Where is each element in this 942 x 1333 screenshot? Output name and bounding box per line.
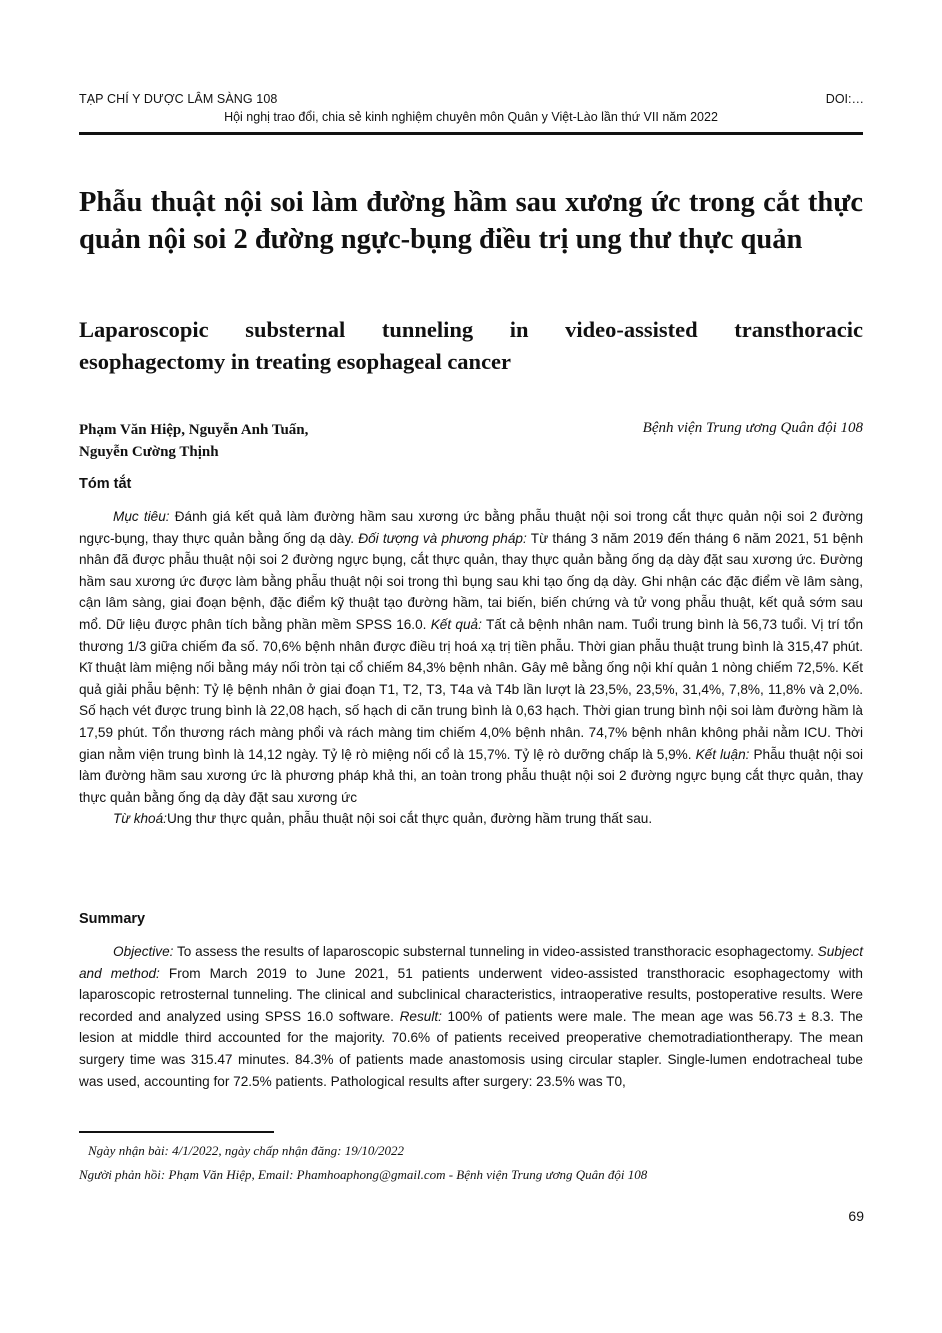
- title-english-line-1: Laparoscopic substernal tunneling in video-assisted transthoracic: [79, 317, 863, 342]
- author-list: [79, 419, 308, 463]
- conference-subtitle: Hội nghị trao đổi, chia sẻ kinh nghiệm chuyên môn Quân y Việt-Lào lần thứ VII năm 2022: [224, 110, 718, 124]
- objective-text-vi: Đánh giá kết quả làm đường hầm sau xương ức bằng phẫu thuật nội soi trong cắt thực quản nội soi 2 đường ngực-bụng, thay thực quản bằng ống dạ dày.: [79, 509, 863, 546]
- title-vietnamese: Phẫu thuật nội soi làm đường hầm sau xương ức trong cắt thực quản nội soi 2 đường ngực-bụng điều trị ung thư thực quản: [79, 187, 863, 255]
- objective-label-en: Objective:: [113, 944, 174, 959]
- result-text-vi: Tất cả bệnh nhân nam. Tuổi trung bình là 56,73 tuổi. Vị trí tổn thương 1/3 giữa chiếm đa số. 70,6% bệnh nhân được điều trị hoá xạ trị tiền phẫu. Thời gian phẫu thuật trung bình là 315,47 phút. Kĩ thuật làm miệng nối bằng máy nối tròn tại cổ chiếm 84,3% bệnh nhân. Gây mê bằng ống nội khí quản 1 nòng chiếm 72,5%. Kết quả giải phẫu bệnh: Tỷ lệ bệnh nhân ở giai đoạn T1, T2, T3, T4a và T4b lần lượt là 23,5%, 23,5%, 31,4%, 7,8%, 11,8% và 2,0%. Số hạch vét được trung bình là 22,08 hạch, số hạch di căn trung bình là 0,63 hạch. Thời gian trung bình nội soi làm đường hầm là 17,59 phút. Tổn thương rách màng phổi và rách màng tim chiếm 4,0% bệnh nhân. 74,7% bệnh nhân không phải nằm ICU. Thời gian nằm viện trung bình là 14,12 ngày. Tỷ lệ rò miệng nối cổ là 15,7%. Tỷ lệ rò dưỡng chấp là 5,9%.: [79, 616, 864, 762]
- abstract-vi: [79, 506, 863, 830]
- title-english-line-2: esophagectomy in treating esophageal cancer: [79, 349, 512, 374]
- footnote-divider: [79, 1131, 274, 1133]
- header-divider: [79, 132, 863, 135]
- result-label-vi: Kết quả:: [430, 616, 482, 632]
- keywords-label: Từ khoá:: [113, 811, 167, 827]
- objective-label-vi: Mục tiêu:: [113, 509, 170, 524]
- method-text-vi: Từ tháng 3 năm 2019 đến tháng 6 năm 2021, 51 bệnh nhân đã được phẫu thuật nội soi 2 đường ngực bụng, cắt thực quản, thay thực quản bằng ống dạ dày đặt sau xương ức. Đường hầm sau xương ức được làm bằng phẫu thuật nội soi trong thì bụng sau khi tạo ống dạ dày. Ghi nhận các đặc điểm về lâm sàng, cận lâm sàng, giai đoạn bệnh, đặc điểm kỹ thuật tạo đường hầm, tai biến, biến chứng và tử vong phẫu thuật, kết quả sớm sau mổ. Dữ liệu được phân tích bằng phần mềm SPSS 16.0.: [79, 530, 864, 632]
- abstract-heading-vi: Tóm tắt: [79, 476, 132, 492]
- author-line-2: Nguyễn Cường Thịnh: [79, 444, 219, 460]
- keywords-paragraph: [79, 808, 863, 830]
- doi-label: DOI:…: [825, 92, 864, 106]
- abstract-en-paragraph: [79, 941, 863, 1092]
- result-text-en: 100% of patients were male. The mean age was 56.73 ± 8.3. The lesion at middle third accounted for the majority. 70.6% of patients received preoperative chemotradiationtherapy. The mean surgery time was 315.47 minutes. 84.3% of patients made anastomosis using circular stapler. Single-lumen endotracheal tube was used, accounting for 72.5% patients. Pathological results after surgery: 23.5% was T0,: [79, 1008, 863, 1089]
- method-text-en: From March 2019 to June 2021, 51 patients underwent video-assisted transthoracic esophagectomy with laparoscopic retrosternal tunneling. The clinical and subclinical characteristics, intraoperative results, postoperative results. Were recorded and analyzed using SPSS 16.0 software.: [79, 965, 863, 1024]
- result-label-en: Result:: [399, 1008, 442, 1024]
- objective-text-en: To assess the results of laparoscopic substernal tunneling in video-assisted transthoracic esophagectomy.: [173, 944, 818, 959]
- footnote-received-date: Ngày nhận bài: 4/1/2022, ngày chấp nhận đăng: 19/10/2022: [88, 1143, 404, 1158]
- abstract-vi-paragraph: [79, 506, 863, 808]
- abstract-en: [79, 941, 863, 1092]
- affiliation: Bệnh viện Trung ương Quân đội 108: [642, 420, 863, 436]
- keywords-text: Ung thư thực quản, phẫu thuật nội soi cắt thực quản, đường hầm trung thất sau.: [166, 811, 653, 827]
- method-label-en: Subject and method:: [79, 944, 863, 981]
- title-english: [79, 314, 863, 378]
- conclusion-label-vi: Kết luận:: [695, 746, 750, 762]
- abstract-heading-en: Summary: [79, 911, 146, 927]
- author-line-1: Phạm Văn Hiệp, Nguyễn Anh Tuấn,: [79, 422, 309, 438]
- footnote-correspondence: Người phản hồi: Phạm Văn Hiệp, Email: Phamhoaphong@gmail.com - Bệnh viện Trung ương Quân đội 108: [79, 1167, 648, 1182]
- journal-name: TẠP CHÍ Y DƯỢC LÂM SÀNG 108: [79, 92, 278, 106]
- method-label-vi: Đối tượng và phương pháp:: [358, 530, 527, 546]
- page-number: 69: [848, 1208, 864, 1224]
- conclusion-text-vi: Phẫu thuật nội soi làm đường hầm sau xương ức là phương pháp khả thi, an toàn trong phẫu thuật nội soi 2 đường ngực bụng cắt thực quản, thay thực quản bằng ống dạ dày đặt sau xương ức: [79, 746, 863, 805]
